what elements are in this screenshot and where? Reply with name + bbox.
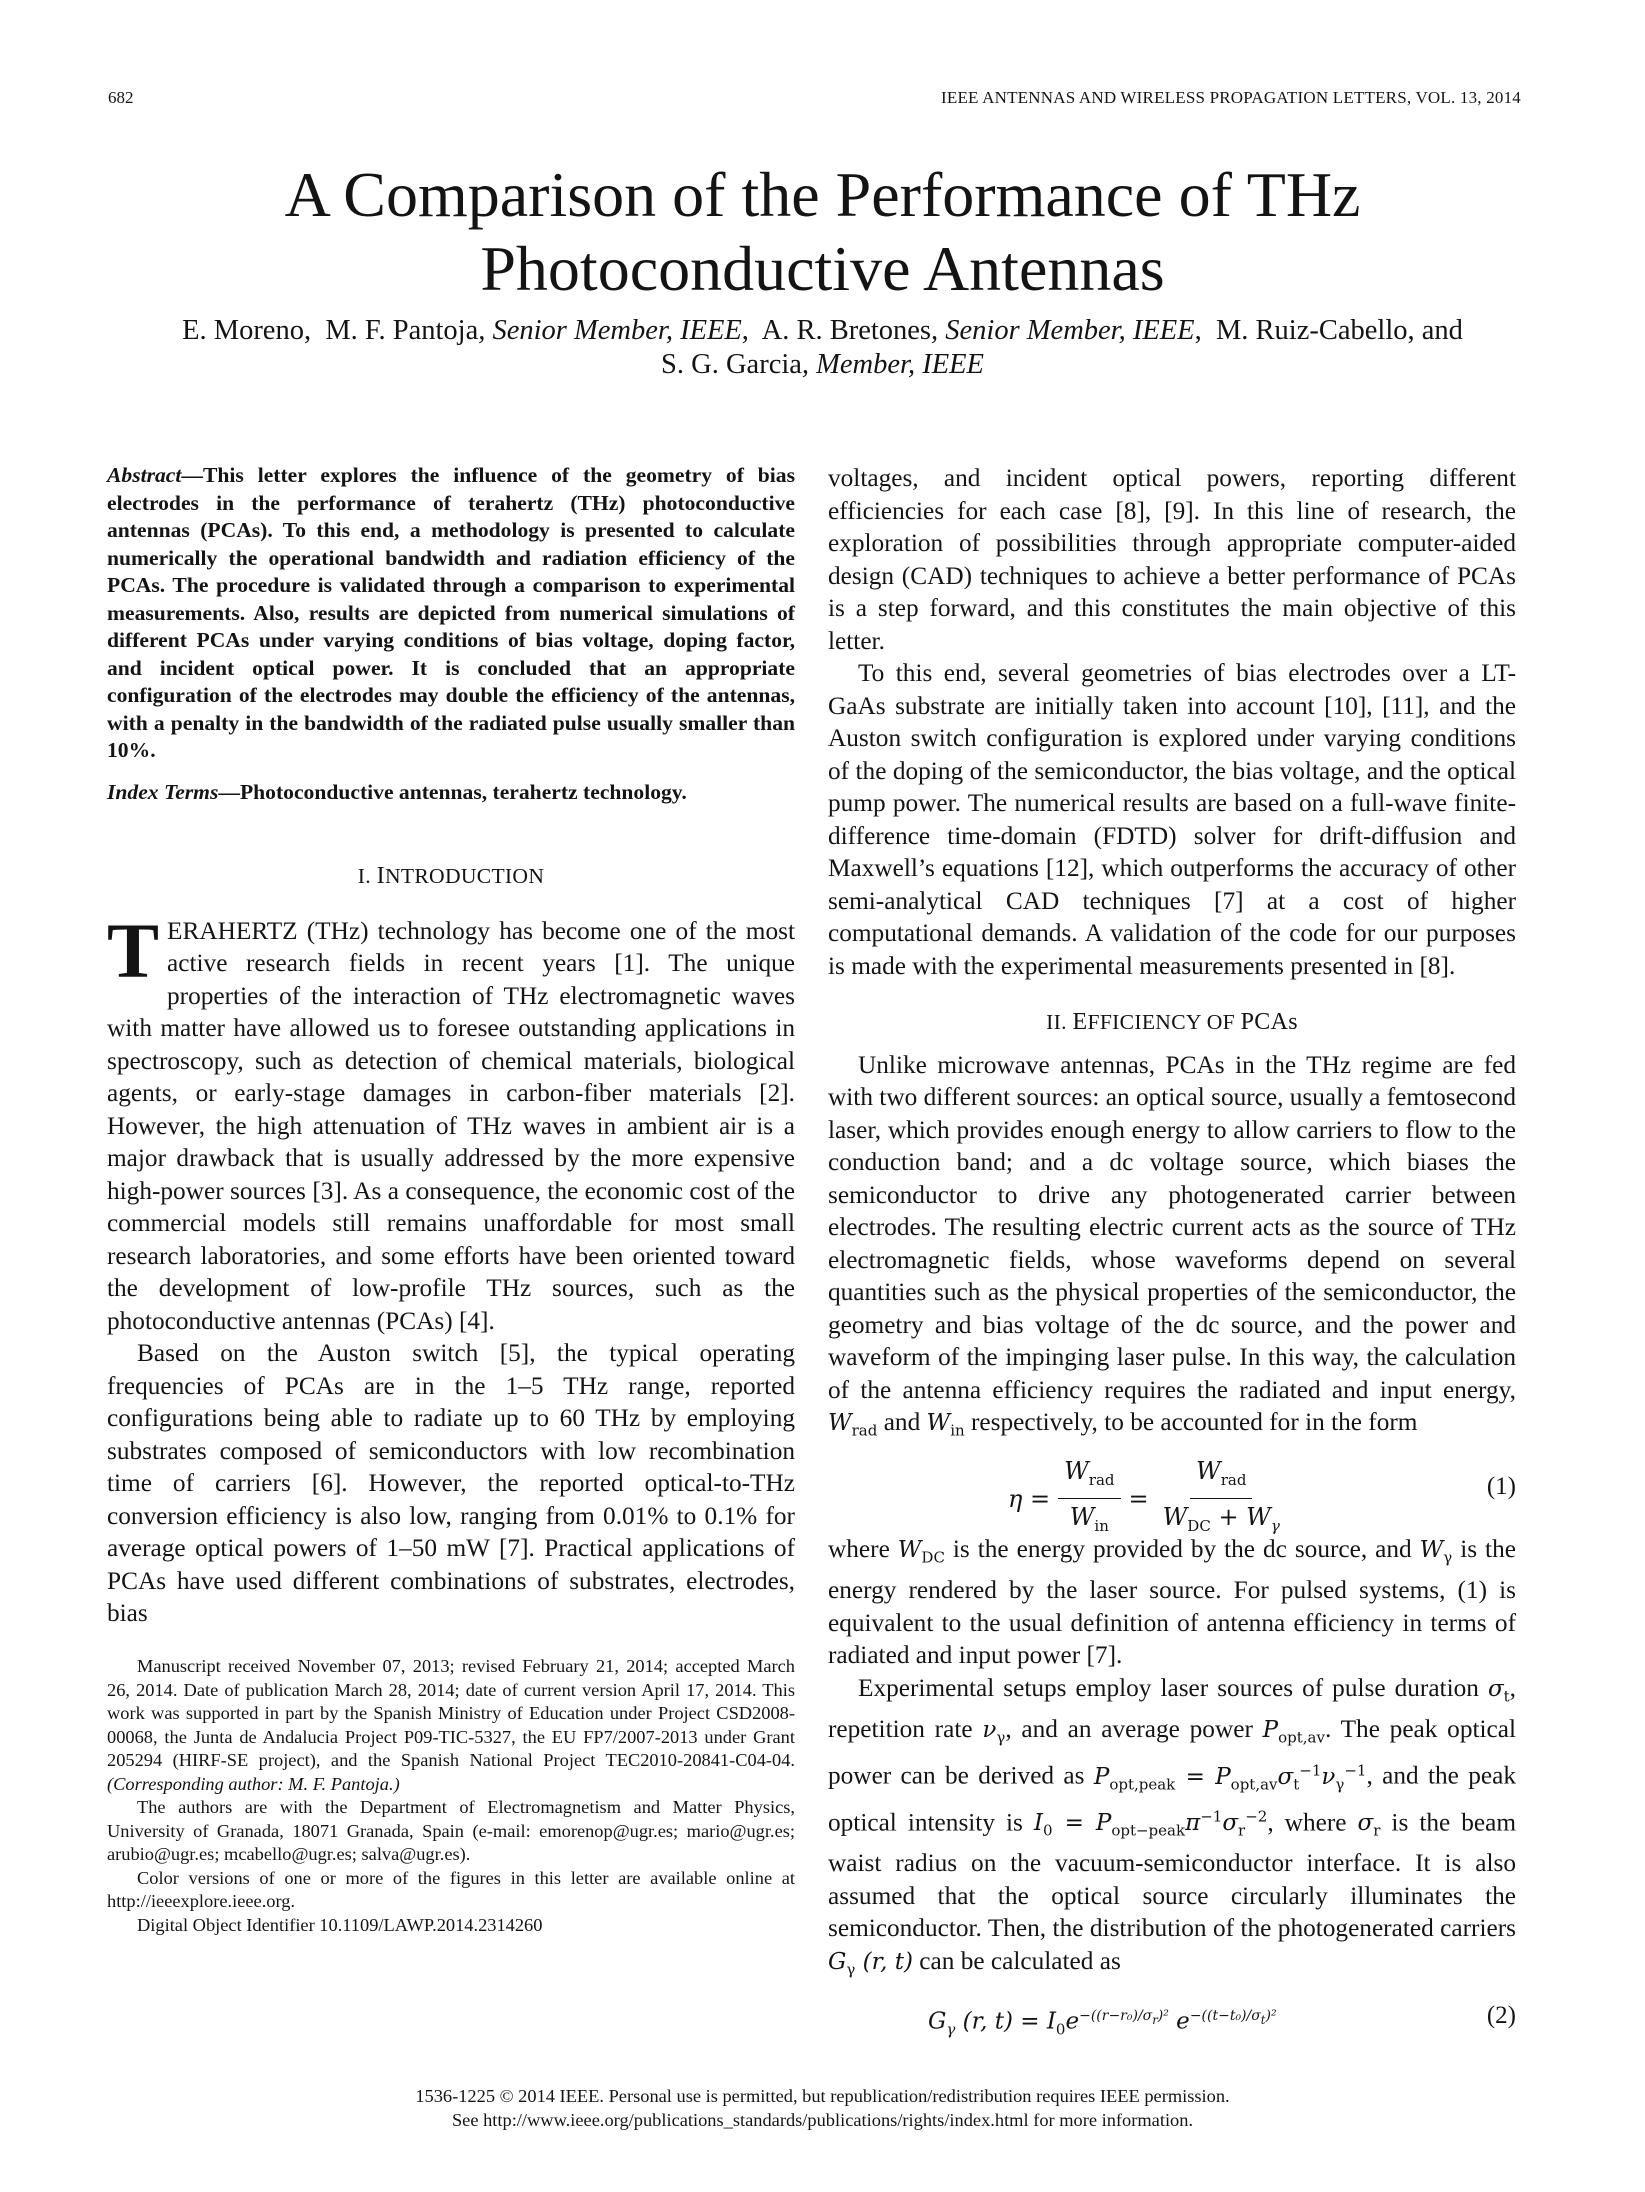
left-column <box>107 462 795 1630</box>
drop-cap: T <box>107 906 160 994</box>
intro-paragraph-1: TERAHERTZ (THz) technology has become one of the most active research fields in recent years [1]. The unique properties of the interaction of THz electromagnetic waves with matter have allowed us to foresee outstanding applications in spectroscopy, such as detection of chemical materials, biological agents, or early-stage damages in carbon-fiber materials [2]. However, the high attenuation of THz waves in ambient air is a major drawback that is usually addressed by the more expensive high-power sources [3]. As a consequence, the economic cost of the commercial models still remains unaffordable for most small research laboratories, and some efforts have been oriented toward the development of low-profile THz sources, such as the photoconductive antennas (PCAs) [4]. <box>107 906 795 1335</box>
index-terms <box>107 779 795 807</box>
abstract-text: —This letter explores the influence of the geometry of bias electrodes in the performance of terahertz (THz) photoconductive antennas (PCAs). To this end, a methodology is presented to calculate numerically the operational bandwidth and radiation efficiency of the PCAs. The procedure is validated through a comparison to experimental measurements. Also, results are depicted from numerical simulations of different PCAs under varying conditions of bias voltage, doping factor, and incident optical power. It is concluded that an appropriate configuration of the electrodes may double the efficiency of the antennas, with a penalty in the bandwidth of the radiated pulse usually smaller than 10%. <box>107 463 795 762</box>
author-garcia: S. G. Garcia <box>661 349 802 380</box>
footnote-color: Color versions of one or more of the figures in this letter are available online at http://ieeexplore.ieee.org. <box>107 1867 795 1911</box>
footnotes <box>107 1655 795 1937</box>
copyright-line-2: See http://www.ieee.org/publications_standards/publications/rights/index.html for more information. <box>451 2110 1194 2130</box>
author-bretones: A. R. Bretones <box>761 315 932 346</box>
intro-paragraph-3: voltages, and incident optical powers, reporting different efficiencies for each case [8], [9]. In this line of research, the exploration of possibilities through appropriate computer-aided design (CAD) techniques to achieve a better performance of PCAs is a step forward, and this constitutes the main objective of this letter. <box>828 464 1516 655</box>
journal-header: IEEE ANTENNAS AND WIRELESS PROPAGATION LETTERS, VOL. 13, 2014 <box>941 88 1521 107</box>
index-terms-text: —Photoconductive antennas, terahertz technology. <box>218 779 687 804</box>
footnote-affiliation: The authors are with the Department of Electromagnetism and Matter Physics, University of Granada, 18071 Granada, Spain (e-mail: emorenop@ugr.es; mario@ugr.es; arubio@ugr.es; mcabello@ugr.es; salva@ugr.es). <box>107 1797 795 1864</box>
section-heading-efficiency: II. EFFICIENCY OF PCAs <box>1046 1009 1298 1035</box>
footnote-doi: Digital Object Identifier 10.1109/LAWP.2014.2314260 <box>137 1914 543 1935</box>
equation-2-number: (2) <box>1486 2001 1516 2029</box>
efficiency-paragraph-2: where $W_{DC}$ is the energy provided by the dc source, and $W_\gamma$ is the energy rendered by the laser source. For pulsed systems, (1) is equivalent to the usual definition of antenna efficiency in terms of radiated and input power [7]. <box>828 1535 1516 1670</box>
index-terms-lead: Index Terms <box>107 779 219 804</box>
efficiency-paragraph-1: Unlike microwave antennas, PCAs in the THz regime are fed with two different sources: an optical source, usually a femtosecond laser, which provides enough energy to allow carriers to flow to the conduction band; and a dc voltage source, which biases the semiconductor to drive any photogenerated carrier between electrodes. The resulting electric current acts as the source of THz electromagnetic fields, whose waveforms depend on several quantities such as the physical properties of the semiconductor, the geometry and bias voltage of the dc source, and the power and waveform of the impinging laser pulse. In this way, the calculation of the antenna efficiency requires the radiated and input energy, $W_{rad}$ and $W_{in}$ respectively, to be accounted for in the form <box>828 1050 1516 1440</box>
author-garcia-role: , Member, IEEE <box>801 349 984 380</box>
abstract <box>107 462 795 765</box>
page-number: 682 <box>108 88 134 107</box>
equation-1-number: (1) <box>1486 1473 1516 1501</box>
right-column <box>828 462 1516 2044</box>
paper-title <box>0 158 1645 306</box>
abstract-lead: Abstract <box>107 463 182 487</box>
intro-paragraph-2: Based on the Auston switch [5], the typical operating frequencies of PCAs are in the 1–5 THz range, reported configurations being able to radiate up to 60 THz by employing substrates composed of semiconductors with low recombination time of carriers [6]. However, the reported optical-to-THz conversion efficiency is also low, ranging from 0.01% to 0.1% for average optical powers of 1–50 mW [7]. Practical applications of PCAs have used different combinations of substrates, electrodes, bias <box>107 1339 795 1627</box>
copyright-line-1: 1536-1225 © 2014 IEEE. Personal use is permitted, but republication/redistribution requires IEEE permission. <box>415 2086 1230 2106</box>
footnote-manuscript: Manuscript received November 07, 2013; revised February 21, 2014; accepted March 26, 2014. Date of publication March 28, 2014; date of current version April 17, 2014. This work was supported in part by the Spanish Ministry of Education under Project CSD2008-00068, the Junta de Andalucia Project P09-TIC-5327, the EU FP7/2007-2013 under Grant 205294 (HIRF-SE project), and the Spanish National Project TEC2010-20841-C04-04. (Corresponding author: M. F. Pantoja.) <box>107 1656 795 1794</box>
author-bretones-role: , Senior Member, IEEE <box>931 315 1195 346</box>
equation-1: η = $\frac{W_{rad}}{W_{in}}$ = $\frac{W_{rad}}{W_{DC} + W_\gamma}$ (1) <box>1008 1457 1516 1536</box>
equation-2: $G_\gamma$ (r, $t) = I_0e^{-((r-r_0)/\sigma_r)^2}$ $e^{-((t-t_0)/\sigma_t)^2}$ (2) <box>928 2001 1516 2039</box>
copyright-notice <box>0 2084 1645 2132</box>
author-list: E. Moreno, M. F. Pantoja, Senior Member, IEEE, A. R. Bretones, Senior Member, IEEE, M. Ruiz-Cabello, and S. G. Garcia, Member, IEEE <box>182 315 1463 380</box>
author-ruiz-cabello: M. Ruiz-Cabello, and <box>1215 315 1463 346</box>
author-pantoja-role: , Senior Member, IEEE <box>478 315 742 346</box>
title-line-1: A Comparison of the Performance of THz <box>284 159 1361 230</box>
title-line-2: Photoconductive Antennas <box>480 233 1165 304</box>
section-heading-introduction: I. INTRODUCTION <box>357 863 545 889</box>
author-pantoja: M. F. Pantoja <box>325 315 479 346</box>
author-moreno: E. Moreno, <box>182 315 312 346</box>
intro-paragraph-4: To this end, several geometries of bias electrodes over a LT-GaAs substrate are initially taken into account [10], [11], and the Auston switch configuration is explored under varying conditions of the doping of the semiconductor, the bias voltage, and the optical pump power. The numerical results are based on a full-wave finite-difference time-domain (FDTD) solver for drift-diffusion and Maxwell’s equations [12], which outperforms the accuracy of other semi-analytical CAD techniques [7] at a cost of higher computational demands. A validation of the code for our purposes is made with the experimental measurements presented in [8]. <box>828 659 1516 980</box>
efficiency-paragraph-3: Experimental setups employ laser sources of pulse duration $\sigma_t$, repetition rate $\nu_\gamma$, and an average power $P_{opt,av}$. The peak optical power can be derived as $P_{opt,peak} = P_{opt,av}\sigma_t^{-1}\nu_\gamma^{-1}$, and the peak optical intensity is $I_0 = P_{opt-peak}\pi^{-1}\sigma_r^{-2}$, where $\sigma_r$ is the beam waist radius on the vacuum-semiconductor interface. It is also assumed that the optical source circularly illuminates the semiconductor. Then, the distribution of the photogenerated carriers $G_\gamma$ (r, t) can be calculated as <box>828 1673 1517 1979</box>
